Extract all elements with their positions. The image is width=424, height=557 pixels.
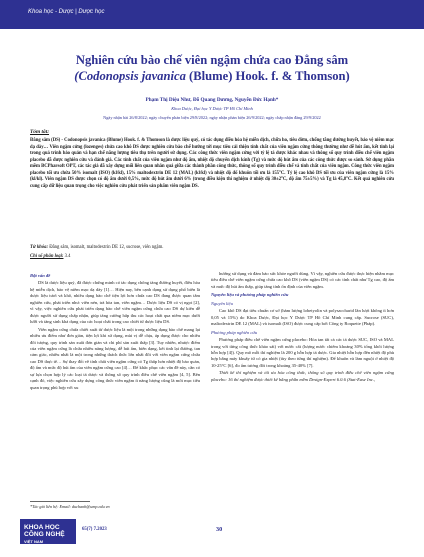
keywords-value: Đẳng sâm, isomalt, maltodextrin DE 12, sucrose, viên ngậm. <box>49 245 164 250</box>
section-label: Khoa học - Dược | Dược học <box>28 9 105 15</box>
logo-line-2: CÔNG NGHỆ <box>24 531 65 539</box>
title-line-1: Nghiên cứu bào chế viên ngậm chứa cao Đẳng sâm <box>75 53 349 67</box>
article-title <box>30 52 394 84</box>
body-paragraph: Viên ngậm cứng chứa chiết xuất từ dược liệu là một trong những dạng bào chế mang lại nhiều ưu điểm như đơn giản, tiện lợi khi sử dụng, mùi vị dễ chịu, áp dụng được cho nhiều đối tượng, quy trình sản xuất đơn giản và chi phí sản xuất thấp [3]. Tuy nhiên, nhược điểm của viên ngậm cứng là chứa nhiều năng lượng, dễ hút ẩm, biến dạng, kết tinh lại đường, tan cảm giác, nhiều nhất là một trong những thách thức lớn nhất đối với viên ngậm cứng chứa cao DS thực tế… Sự thay đổi về tính chất viên ngậm cứng có Tg thấp hơn nhiệt độ bảo quản, độ ẩm và mức độ hút ẩm của viên ngậm cứng cao [4]… Để khắc phục các vấn đề này, cần có sự lựa chọn hợp lý các loại tá dược và thông số quy trình điều chế viên ngậm [4, 5]. Bên cạnh đó, việc nghiên cứu xây dựng công thức viên ngậm ít năng lượng cũng là mốt mục tiêu quan trọng phù hợp với xu <box>30 326 200 390</box>
footnote: *Tác giả liên hệ: Email: duchanh@ump.edu.vn <box>30 504 110 509</box>
submission-dates: Ngày nhận bài 26/8/2022; ngày chuyển phản biện 29/8/2022; ngày nhận phản biện 26/9/2022; ngày chấp nhận đăng 29/9/2022 <box>103 115 321 120</box>
keywords <box>30 245 394 250</box>
journal-logo <box>20 519 76 544</box>
title-line-2 <box>30 68 394 84</box>
logo-line-3: VIỆT NAM <box>24 539 44 545</box>
materials-heading: Nguyên liệu <box>211 300 233 306</box>
body-paragraph: Thiết kế thí nghiệm và tối ưu hóa công thức, thông số quy trình điều chế viên ngậm cứng placebo: 16 thí nghiệm được thiết kế bằng phần mềm Design-Expert 6.0.6 (Stat-Ease Inc., <box>211 370 394 382</box>
issue-number: 65(7) 7.2023 <box>82 527 107 532</box>
body-right-column <box>211 271 394 507</box>
body-paragraph: Phương pháp điều chế viên ngậm cứng placebo: Hòa tan tất cả các tá dược SUC, ISO và MAL trong với từng công thức khảo sát) với nước cất (lượng nước chiếm khoảng 30% tổng khối lượng hỗn hợp [4]). Quy mô mỗi thí nghiệm là 200 g hỗn hợp tá dược. Gia nhiệt hỗn hợp đến nhiệt độ phù hợp bằng máy khuấy từ có gia nhiệt (tùy theo từng thí nghiệm). Để khuôn và làm nguội ở nhiệt độ 10-25°C [6], đo ẩm tương đối trong khoảng 35-40% [7]. <box>211 337 394 368</box>
footnote-divider <box>30 501 90 502</box>
methods-heading: Nguyên liệu và phương pháp nghiên cứu <box>211 292 289 298</box>
authors: Phạm Thị Diệu Như, Đỗ Quang Dương, Nguyễn Đức Hạnh* <box>145 97 279 103</box>
method-heading: Phương pháp nghiên cứu <box>211 329 258 335</box>
keywords-label: Từ khóa: <box>30 245 49 250</box>
classification <box>30 254 71 259</box>
header-bar <box>0 0 424 29</box>
body-left-column <box>30 271 200 496</box>
classification-label: Chỉ số phân loại: <box>30 254 64 259</box>
logo-line-1: KHOA HỌC <box>24 524 60 531</box>
body-paragraph: Cao khô DS đạt tiêu chuẩn cơ sở (hàm lượng lobetyolin và polysaccharid lần lượt không ít hơn 0,05 và 15%) do Khoa Dược, Đại học Y Dược TP Hồ Chí Minh cung cấp. Sucrose (SUC), maltodextrin DE 12 (MAL) và isomalt (ISO) được cung cấp bởi Công ty Roquette (Pháp). <box>211 308 394 327</box>
body-paragraph: hướng sử dụng và đảm bảo sức khỏe người dùng. Vì vậy, nghiên cứu được thực hiện nhằm mục tiêu điều chế viên ngậm cứng chứa cao khô DS (viên ngậm DS) có các tính chất như Tg cao, độ ẩm và mức độ hút ẩm thấp, giúp tăng tính ổn định của viên ngậm. <box>211 271 394 289</box>
abstract-text: Đẳng sâm (DS) - Codonopsis javanica (Blume) Hook. f. & Thomson là dược liệu quý, có tác dụng điều hòa hệ miễn dịch, chữa ho, tiêu đờm, chống tăng đường huyết, bảo vệ niêm mạc dạ dày… Viên ngậm cứng (lozenges) chứa cao khô DS được nghiên cứu bào chế hướng tới mục tiêu cải thiện tính chất của viên ngậm cứng thông thường như dễ hút ẩm, kết tinh lại trong quá trình bảo quản và hạn chế năng lượng tiêu thụ trên người sử dụng. Các công thức viên ngậm cứng với tỷ lệ tá dược khác nhau và thông số quy trình điều chế viên ngậm placebo đã được nghiên cứu và đánh giá. Các tính chất của viên ngậm như độ ẩm, nhiệt độ chuyển dịch kính (Tg) và mức độ hút ẩm của các công thức được so sánh. Sử dụng phần mềm BCPharsoft OPT, các tác giả đã xây dựng mối liên quan nhân quả giữa các thành phần công thức, thông số quy trình điều chế và tính chất của viên ngậm. Công thức viên ngậm placebo tối ưu chứa 50% isomalt (ISO) (kl/kl), 15% maltodextrin DE 12 (MAL) (kl/kl) và nhiệt độ đổ khuôn tối ưu là 155°C. Tỷ lệ cao khô DS tối ưu của viên ngậm cứng là 15% (kl/kl). Viên ngậm DS được chọn có độ ẩm dưới 0,5%, mức độ hút ẩm dưới 6% (trong điều kiện thí nghiệm ở nhiệt độ 30±2°C, độ ẩm 75±5%) và Tg là 45,8°C. Kết quả nghiên cứu cung cấp dữ liệu quan trọng cho việc nghiên cứu phát triển sản phẩm viên ngậm DS. <box>30 138 394 189</box>
body-paragraph: DS là dược liệu quý, đã được chứng minh có tác dụng chống tăng đường huyết, điều hòa hệ miễn dịch, bảo vệ niêm mạc dạ dày [1]… Hiện nay, bên cạnh dạng sử dụng phổ biến là dược liệu tươi và khô, nhiều dạng bào chế tiện lợi hơn chứa cao DS đang được quan tâm nghiên cứu, phát triển như: viên nén, trà hòa tan, viên ngậm… Dược liệu DS có vị ngọt [2], vì vậy, việc nghiên cứu phát triển dạng bào chế viên ngậm cứng chứa cao DS dự kiến dễ được người sử dụng chấp nhận, giúp tăng cường hấp thu các hoạt chất qua niêm mạc dưới lưỡi và tăng sinh khả dụng của các hoạt chất trong cao chiết từ dược liệu DS. <box>30 280 200 325</box>
classification-value: 3.4 <box>64 254 71 259</box>
abstract-heading: Tóm tắt: <box>30 129 50 135</box>
title-scientific-name: (Codonopsis javanica <box>74 69 186 83</box>
page-number: 30 <box>216 526 223 533</box>
affiliation: Khoa Dược, Đại học Y Dược TP Hồ Chí Minh <box>171 106 253 111</box>
intro-heading: Đặt vấn đề <box>30 273 51 278</box>
title-authority: (Blume) Hook. f. & Thomson) <box>185 69 350 83</box>
